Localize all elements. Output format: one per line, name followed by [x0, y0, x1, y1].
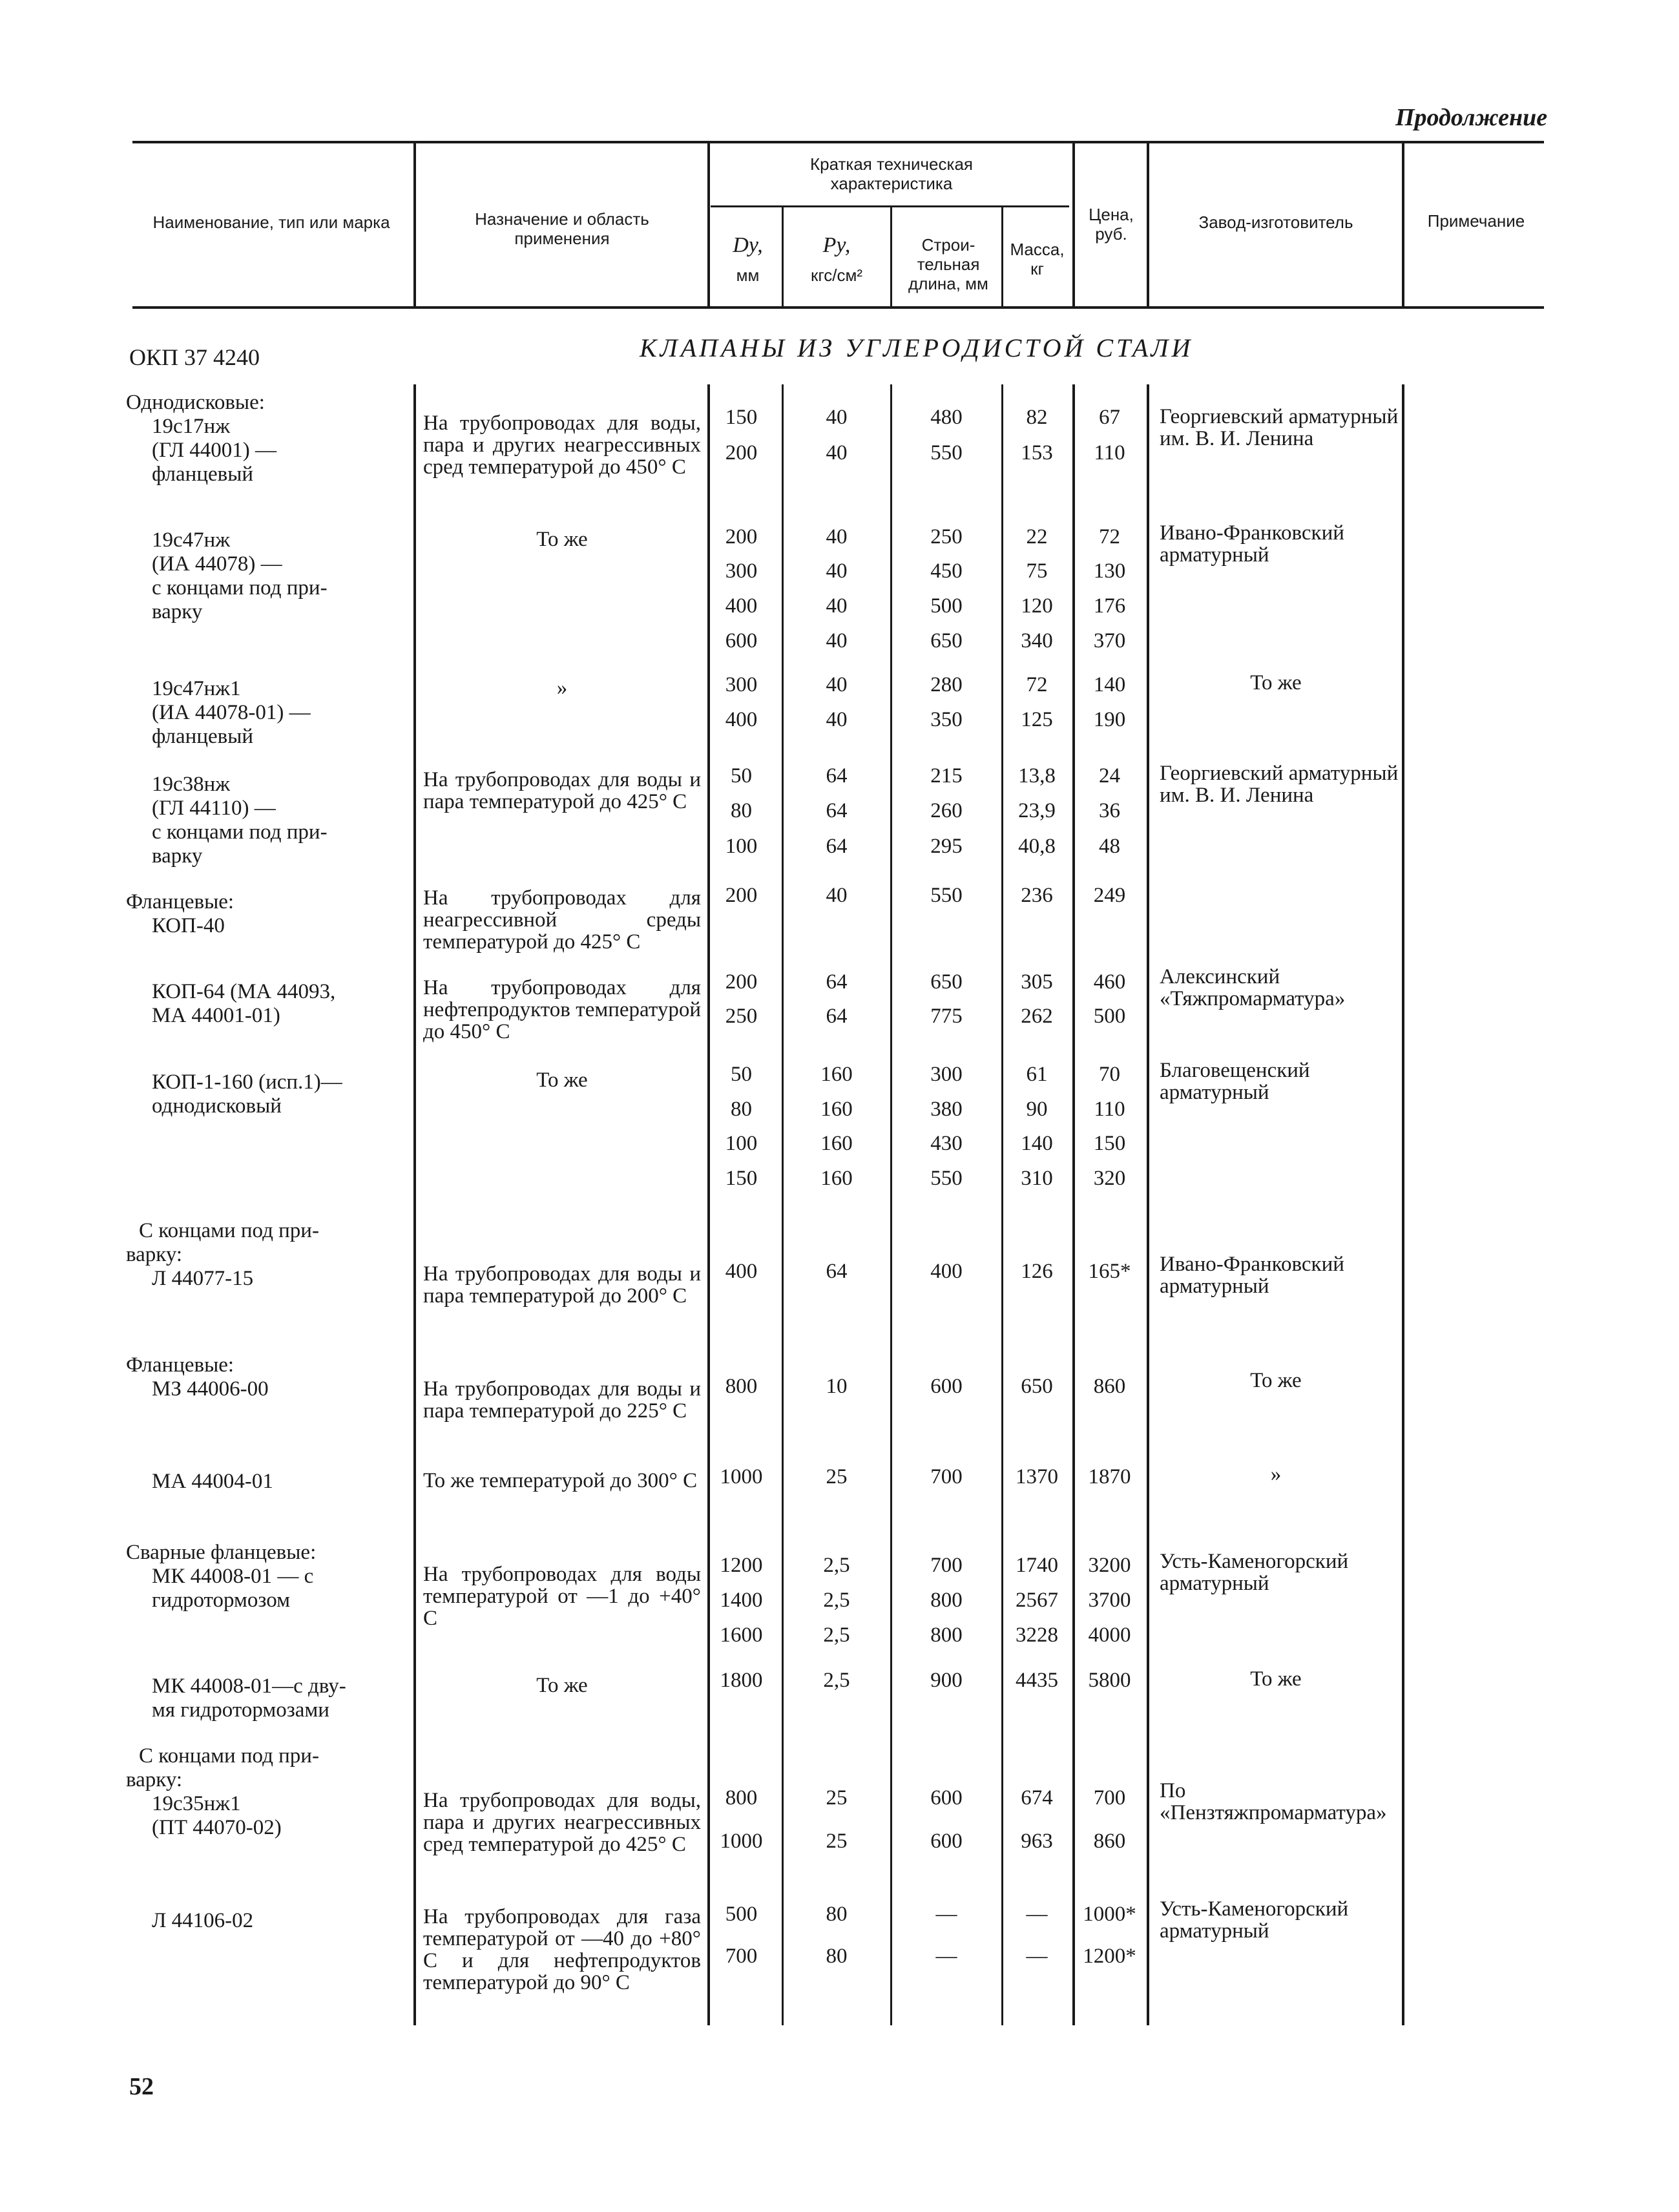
py-value: 64	[826, 1005, 848, 1028]
length-value: 215	[930, 764, 963, 788]
product-purpose: То же	[536, 1674, 588, 1697]
py-value: 160	[820, 1063, 853, 1086]
header-price: Цена, руб.	[1089, 205, 1134, 244]
header-divider	[413, 141, 416, 308]
dy-value: 100	[725, 1132, 758, 1155]
dy-value: 1000	[720, 1465, 763, 1488]
mass-value: 236	[1021, 884, 1053, 907]
column-divider	[413, 384, 416, 2025]
py-value: 25	[826, 1465, 848, 1488]
dy-value: 80	[731, 1098, 752, 1121]
dy-value: 600	[725, 629, 758, 652]
mass-value: 650	[1021, 1375, 1053, 1398]
product-name: Л 44106-02	[152, 1909, 254, 1932]
price-value: 460	[1093, 970, 1126, 994]
product-factory: По «Пензтяжпромарматура»	[1160, 1779, 1387, 1824]
py-value: 64	[826, 835, 848, 858]
product-factory: Усть-Каменогорский арматурный	[1160, 1897, 1349, 1943]
mass-value: 40,8	[1018, 835, 1056, 858]
price-value: 370	[1093, 629, 1126, 652]
header-bottom-rule	[132, 306, 1544, 309]
header-divider	[707, 141, 710, 308]
header-mass: Масса, кг	[1010, 240, 1065, 278]
py-value: 2,5	[823, 1589, 850, 1612]
product-name: Сварные фланцевые: МК 44008-01 — с гидротормозом	[126, 1541, 317, 1612]
price-value: 48	[1099, 835, 1120, 858]
product-name: 19с38нж (ГЛ 44110) — с концами под при- варку	[152, 773, 328, 868]
product-purpose: На трубопроводах для воды и пара температурой до 200° С	[423, 1262, 701, 1308]
length-value: 300	[930, 1063, 963, 1086]
mass-value: 82	[1026, 406, 1048, 429]
column-divider	[1001, 384, 1003, 2025]
length-value: 700	[930, 1554, 963, 1577]
column-divider	[707, 384, 710, 2025]
product-purpose: На трубопроводах для воды и пара температурой до 225° С	[423, 1377, 701, 1423]
dy-value: 150	[725, 406, 758, 429]
price-value: 70	[1099, 1063, 1120, 1086]
price-value: 1870	[1088, 1465, 1131, 1488]
price-value: 860	[1093, 1375, 1126, 1398]
price-value: 249	[1093, 884, 1126, 907]
length-value: 775	[930, 1005, 963, 1028]
price-value: 5800	[1088, 1669, 1131, 1692]
price-value: 320	[1093, 1167, 1126, 1190]
py-value: 64	[826, 970, 848, 994]
dy-value: 400	[725, 708, 758, 731]
length-value: 550	[930, 884, 963, 907]
length-value: 650	[930, 629, 963, 652]
header-factory: Завод-изготовитель	[1198, 213, 1353, 232]
dy-value: 400	[725, 594, 758, 618]
length-value: 430	[930, 1132, 963, 1155]
price-value: 140	[1093, 673, 1126, 696]
mass-value: 1370	[1016, 1465, 1058, 1488]
product-factory: Ивано-Франковский арматурный	[1160, 521, 1344, 567]
mass-value: 120	[1021, 594, 1053, 618]
py-value: 40	[826, 525, 848, 548]
product-name: МК 44008-01—с дву- мя гидротормозами	[152, 1675, 346, 1722]
product-purpose: На трубопроводах для неагрессивной среды температурой до 425° С	[423, 886, 701, 954]
product-purpose: То же температурой до 300° С	[423, 1469, 698, 1492]
dy-value: 250	[725, 1005, 758, 1028]
header-divider	[782, 207, 784, 308]
dy-value: 1400	[720, 1589, 763, 1612]
mass-value: 90	[1026, 1098, 1048, 1121]
dy-value: 200	[725, 441, 758, 464]
py-value: 40	[826, 673, 848, 696]
length-value: 900	[930, 1669, 963, 1692]
length-value: 600	[930, 1375, 963, 1398]
mass-value: 13,8	[1018, 764, 1056, 788]
mass-value: 72	[1026, 673, 1048, 696]
product-name: С концами под при- варку: Л 44077-15	[126, 1219, 319, 1290]
column-divider	[782, 384, 784, 2025]
mass-value: —	[1026, 1903, 1048, 1926]
price-value: 24	[1099, 764, 1120, 788]
py-value: 160	[820, 1167, 853, 1190]
price-value: 700	[1093, 1786, 1126, 1810]
py-value: 160	[820, 1098, 853, 1121]
price-value: 500	[1093, 1005, 1126, 1028]
product-factory: То же	[1250, 671, 1302, 694]
product-purpose: На трубопроводах для воды, пара и других неагрессивных сред температурой до 425° С	[423, 1789, 701, 1856]
length-value: 400	[930, 1260, 963, 1283]
product-factory: Георгиевский арматурный им. В. И. Ленина	[1160, 762, 1399, 807]
py-value: 80	[826, 1945, 848, 1968]
column-divider	[1147, 384, 1149, 2025]
page-number: 52	[129, 2073, 154, 2100]
header-dy: Dу,	[733, 233, 763, 257]
header-length: Строи-тельная длина, мм	[908, 235, 988, 293]
length-value: 650	[930, 970, 963, 994]
py-value: 40	[826, 406, 848, 429]
header-top-rule	[132, 141, 1544, 143]
dy-value: 700	[725, 1945, 758, 1968]
price-value: 3200	[1088, 1554, 1131, 1577]
length-value: 800	[930, 1589, 963, 1612]
product-factory: Ивано-Франковский арматурный	[1160, 1253, 1344, 1298]
mass-value: 1740	[1016, 1554, 1058, 1577]
product-factory: То же	[1250, 1667, 1302, 1691]
product-name: КОП-1-160 (исп.1)— однодисковый	[152, 1070, 342, 1118]
product-factory: Усть-Каменогорский арматурный	[1160, 1550, 1349, 1595]
py-value: 2,5	[823, 1554, 850, 1577]
py-value: 40	[826, 884, 848, 907]
product-name: Однодисковые: 19с17нж (ГЛ 44001) — фланцевый	[126, 391, 276, 486]
py-value: 40	[826, 629, 848, 652]
py-value: 25	[826, 1830, 848, 1853]
price-value: 3700	[1088, 1589, 1131, 1612]
dy-value: 800	[725, 1786, 758, 1810]
mass-value: 305	[1021, 970, 1053, 994]
price-value: 130	[1093, 559, 1126, 583]
mass-value: 140	[1021, 1132, 1053, 1155]
dy-value: 150	[725, 1167, 758, 1190]
price-value: 36	[1099, 799, 1120, 822]
mass-value: 126	[1021, 1260, 1053, 1283]
price-value: 4000	[1088, 1623, 1131, 1647]
dy-value: 400	[725, 1260, 758, 1283]
mass-value: 340	[1021, 629, 1053, 652]
mass-value: 4435	[1016, 1669, 1058, 1692]
mass-value: 262	[1021, 1005, 1053, 1028]
dy-value: 200	[725, 970, 758, 994]
dy-value: 200	[725, 525, 758, 548]
mass-value: 22	[1026, 525, 1048, 548]
header-name: Наименование, тип или марка	[152, 213, 390, 232]
dy-value: 500	[725, 1903, 758, 1926]
product-purpose: На трубопроводах для нефтепродуктов температурой до 450° С	[423, 976, 701, 1043]
dy-value: 1800	[720, 1669, 763, 1692]
product-purpose: То же	[536, 528, 588, 551]
dy-value: 800	[725, 1375, 758, 1398]
product-factory: То же	[1250, 1369, 1302, 1392]
py-value: 25	[826, 1786, 848, 1810]
py-value: 2,5	[823, 1623, 850, 1647]
price-value: 1000*	[1083, 1903, 1136, 1926]
mass-value: 61	[1026, 1063, 1048, 1086]
length-value: 480	[930, 406, 963, 429]
length-value: 800	[930, 1623, 963, 1647]
py-value: 40	[826, 559, 848, 583]
dy-value: 50	[731, 764, 752, 788]
price-value: 190	[1093, 708, 1126, 731]
length-value: 550	[930, 441, 963, 464]
length-value: 600	[930, 1830, 963, 1853]
price-value: 1200*	[1083, 1945, 1136, 1968]
py-value: 40	[826, 708, 848, 731]
dy-value: 50	[731, 1063, 752, 1086]
product-purpose: »	[556, 676, 568, 700]
dy-value: 1200	[720, 1554, 763, 1577]
product-factory: Благовещенский арматурный	[1160, 1059, 1310, 1104]
product-purpose: На трубопроводах для газа температурой от —40 до +80° С и для нефтепродуктов температурой до 90° С	[423, 1905, 701, 1994]
length-value: 500	[930, 594, 963, 618]
py-value: 10	[826, 1375, 848, 1398]
header-dy-unit: мм	[736, 266, 760, 285]
product-name: С концами под при- варку: 19с35нж1 (ПТ 44070-02)	[126, 1744, 319, 1839]
column-divider	[1402, 384, 1404, 2025]
py-value: 64	[826, 764, 848, 788]
column-divider	[1072, 384, 1075, 2025]
header-purpose: Назначение и область применения	[475, 209, 649, 248]
length-value: 380	[930, 1098, 963, 1121]
product-name: МА 44004-01	[152, 1470, 273, 1493]
header-py: Pу,	[822, 233, 851, 257]
header-tech-group: Краткая техническая характеристика	[810, 154, 973, 193]
dy-value: 1000	[720, 1830, 763, 1853]
price-value: 110	[1094, 1098, 1125, 1121]
mass-value: 674	[1021, 1786, 1053, 1810]
length-value: 260	[930, 799, 963, 822]
header-divider	[1147, 141, 1149, 308]
mass-value: 153	[1021, 441, 1053, 464]
py-value: 2,5	[823, 1669, 850, 1692]
length-value: 450	[930, 559, 963, 583]
product-name: Фланцевые: КОП-40	[126, 890, 235, 937]
price-value: 110	[1094, 441, 1125, 464]
price-value: 860	[1093, 1830, 1126, 1853]
length-value: 350	[930, 708, 963, 731]
product-name: 19с47нж1 (ИА 44078-01) — фланцевый	[152, 677, 311, 748]
header-divider	[1402, 141, 1404, 308]
product-name: 19с47нж (ИА 44078) — с концами под при- варку	[152, 528, 328, 623]
dy-value: 100	[725, 835, 758, 858]
section-title: КЛАПАНЫ ИЗ УГЛЕРОДИСТОЙ СТАЛИ	[640, 333, 1194, 362]
mass-value: —	[1026, 1945, 1048, 1968]
product-name: КОП-64 (МА 44093, МА 44001-01)	[152, 980, 336, 1027]
length-value: 600	[930, 1786, 963, 1810]
py-value: 64	[826, 799, 848, 822]
product-name: Фланцевые: МЗ 44006-00	[126, 1353, 269, 1401]
price-value: 165*	[1088, 1260, 1131, 1283]
mass-value: 3228	[1016, 1623, 1058, 1647]
py-value: 64	[826, 1260, 848, 1283]
price-value: 176	[1093, 594, 1126, 618]
length-value: —	[935, 1945, 957, 1968]
mass-value: 310	[1021, 1167, 1053, 1190]
product-factory: Георгиевский арматурный им. В. И. Ленина	[1160, 405, 1399, 450]
mass-value: 75	[1026, 559, 1048, 583]
length-value: 250	[930, 525, 963, 548]
header-py-unit: кгс/см²	[810, 266, 863, 285]
product-purpose: На трубопроводах для воды и пара температурой до 425° С	[423, 768, 701, 813]
py-value: 160	[820, 1132, 853, 1155]
product-factory: Алексинский «Тяжпромарматура»	[1160, 965, 1346, 1010]
length-value: 700	[930, 1465, 963, 1488]
py-value: 40	[826, 441, 848, 464]
okp-code: ОКП 37 4240	[129, 344, 260, 370]
py-value: 40	[826, 594, 848, 618]
dy-value: 80	[731, 799, 752, 822]
product-purpose: То же	[536, 1069, 588, 1092]
dy-value: 300	[725, 673, 758, 696]
mass-value: 2567	[1016, 1589, 1058, 1612]
header-divider	[1072, 141, 1075, 308]
product-purpose: На трубопроводах для воды, пара и других неагрессивных сред температурой до 450° С	[423, 412, 701, 479]
price-value: 72	[1099, 525, 1120, 548]
continuation-label: Продолжение	[1395, 104, 1548, 131]
header-divider	[890, 207, 892, 308]
price-value: 67	[1099, 406, 1120, 429]
length-value: —	[935, 1903, 957, 1926]
mass-value: 23,9	[1018, 799, 1056, 822]
mass-value: 963	[1021, 1830, 1053, 1853]
dy-value: 300	[725, 559, 758, 583]
length-value: 550	[930, 1167, 963, 1190]
length-value: 295	[930, 835, 963, 858]
mass-value: 125	[1021, 708, 1053, 731]
product-factory: »	[1270, 1463, 1282, 1486]
header-note: Примечание	[1427, 211, 1525, 231]
dy-value: 1600	[720, 1623, 763, 1647]
product-purpose: На трубопроводах для воды температурой от —1 до +40° С	[423, 1563, 701, 1630]
length-value: 280	[930, 673, 963, 696]
py-value: 80	[826, 1903, 848, 1926]
dy-value: 200	[725, 884, 758, 907]
price-value: 150	[1093, 1132, 1126, 1155]
